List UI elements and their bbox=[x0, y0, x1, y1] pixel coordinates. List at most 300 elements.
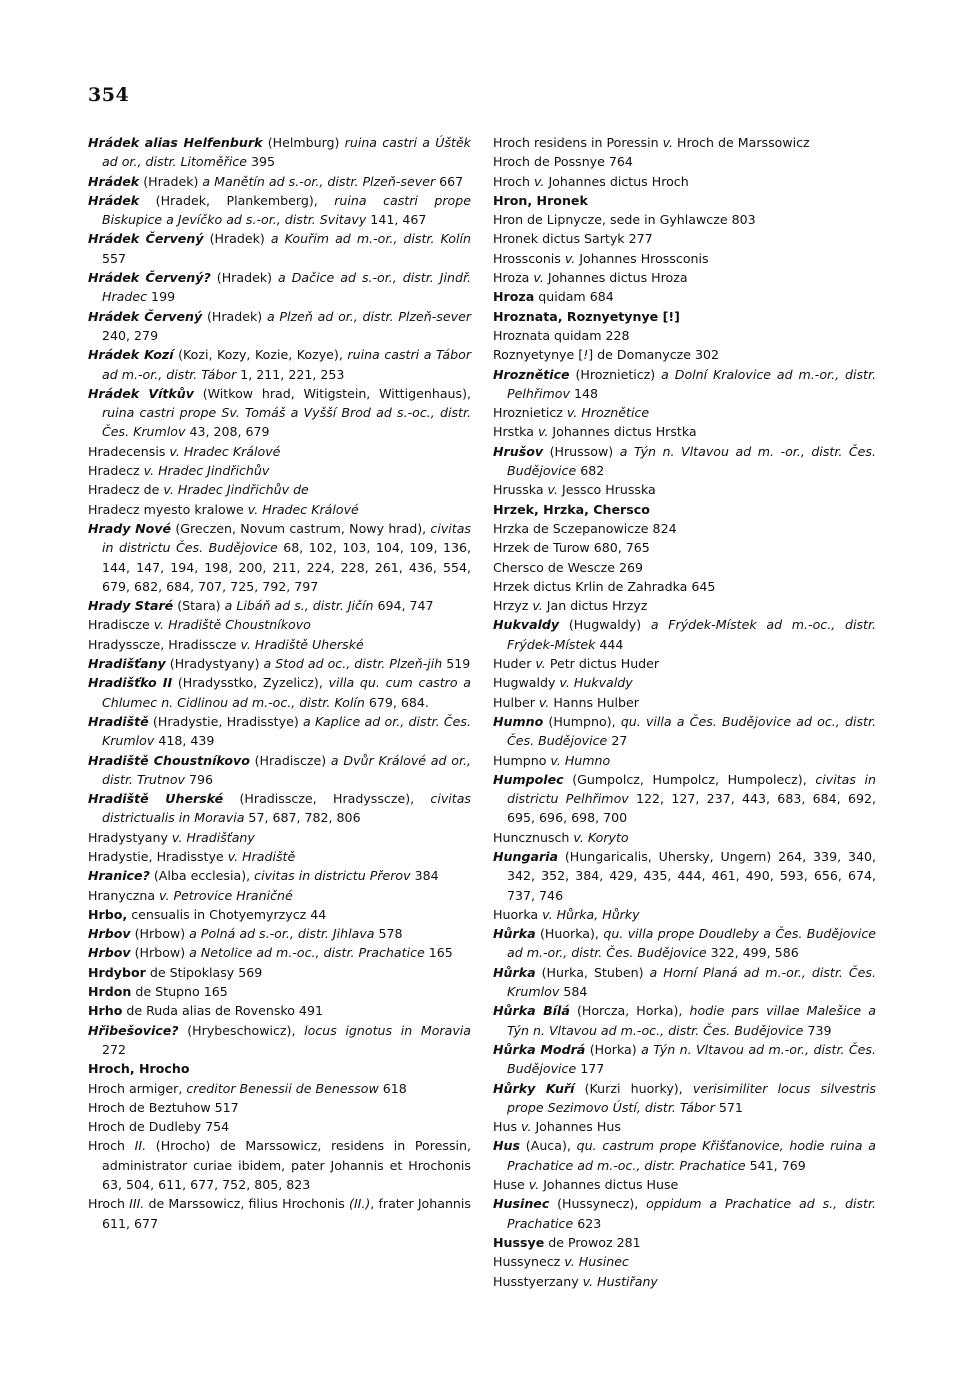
entry-note: v. Hroznětice bbox=[566, 405, 650, 421]
entry-headword: Hussye bbox=[493, 1234, 545, 1250]
index-entry bbox=[88, 384, 471, 442]
entry-text: (Hradiscze) bbox=[249, 752, 331, 768]
entry-text: (Alba ecclesia), bbox=[149, 868, 255, 884]
index-entry bbox=[88, 943, 471, 962]
entry-text: Hron de Lipnycze, sede in Gyhlawcze 803 bbox=[493, 212, 756, 228]
entry-text: Hus bbox=[493, 1119, 522, 1135]
entry-text: 444 bbox=[595, 636, 624, 652]
index-entry bbox=[493, 403, 876, 422]
index-entry bbox=[88, 268, 471, 307]
entry-text: 43, 208, 679 bbox=[185, 424, 270, 440]
entry-headword: Hroznětice bbox=[493, 366, 570, 382]
entry-text: de Prowoz 281 bbox=[544, 1234, 641, 1250]
entry-note: ruina castri a Úštěk ad or., distr. Litoměřice bbox=[102, 135, 471, 170]
entry-text: 322, 499, 586 bbox=[706, 945, 799, 961]
index-entry bbox=[88, 133, 471, 172]
entry-text: Hroch bbox=[88, 1196, 130, 1212]
entry-text: 739 bbox=[803, 1022, 832, 1038]
entry-note: v. bbox=[662, 135, 674, 150]
entry-note: II. bbox=[134, 1138, 147, 1154]
entry-text: ] de Domanycze 302 bbox=[588, 347, 720, 363]
entry-headword: Hradiště Uherské bbox=[88, 791, 224, 807]
entry-text: 796 bbox=[184, 771, 214, 787]
index-entry bbox=[493, 1252, 876, 1271]
entry-headword: Hrádek Červený bbox=[88, 308, 203, 324]
entry-text: (Hugwaldy) bbox=[559, 617, 651, 633]
entry-text: censualis in Chotyemyrzycz 44 bbox=[127, 906, 327, 922]
entry-note: qu. villa a Čes. Budějovice ad oc., distr. Čes. Budějovice bbox=[507, 713, 876, 749]
entry-text: Hroch de Possnye 764 bbox=[493, 154, 633, 170]
entry-text: (Hradek) bbox=[202, 308, 267, 324]
entry-note: v. Hradec Jindřichův bbox=[143, 463, 270, 479]
entry-text: Hranyczna bbox=[88, 887, 160, 903]
entry-headword: Hradišťko II bbox=[88, 675, 173, 691]
entry-headword: Hradiště bbox=[88, 713, 149, 729]
entry-text: Hroch de Dudleby 754 bbox=[88, 1119, 230, 1135]
entry-headword: Hůrka Modrá bbox=[493, 1041, 586, 1057]
index-entry bbox=[88, 982, 471, 1001]
entry-note: civitas in districtu Pelhřimov bbox=[507, 771, 876, 807]
entry-note: hodie pars villae Malešice a Týn n. Vltavou ad m.-oc., distr. Čes. Budějovice bbox=[507, 1003, 876, 1038]
index-entry bbox=[88, 905, 471, 924]
index-entry bbox=[493, 847, 876, 905]
index-entry bbox=[493, 1136, 876, 1175]
entry-note: v. Hradiště Choustníkovo bbox=[153, 617, 311, 633]
right-column bbox=[493, 133, 876, 1291]
entry-text: Hroza bbox=[493, 270, 534, 286]
entry-note: oppidum a Prachatice ad s., distr. Prachatice bbox=[507, 1196, 876, 1231]
index-entry bbox=[88, 1136, 471, 1194]
entry-text: Hroch bbox=[88, 1138, 135, 1154]
entry-note: a Kaplice ad or., distr. Čes. Krumlov bbox=[102, 713, 471, 749]
entry-note: verisimiliter locus silvestris prope Sezimovo Ústí, distr. Tábor bbox=[507, 1080, 876, 1115]
entry-text: (Hrbow) bbox=[130, 945, 190, 961]
index-entry bbox=[88, 500, 471, 519]
index-entry bbox=[88, 924, 471, 943]
entry-headword: Hůrky Kuří bbox=[493, 1080, 575, 1096]
entry-note: v. bbox=[564, 250, 576, 266]
entry-text: (Huorka), bbox=[535, 926, 604, 942]
entry-note: v. Hukvaldy bbox=[559, 675, 633, 691]
entry-note: a Týn n. Vltavou ad m.-or., distr. Čes. Budějovice bbox=[507, 1041, 876, 1077]
entry-text: Hugwaldy bbox=[493, 675, 560, 691]
entry-text: Hradecensis bbox=[88, 443, 170, 459]
index-entry bbox=[88, 1117, 471, 1136]
entry-text: Hradystie, Hradisstye bbox=[88, 848, 228, 864]
entry-headword: Hrádek Červený? bbox=[88, 270, 211, 286]
entry-headword: Hřibešovice? bbox=[88, 1022, 179, 1038]
entry-text: Hroch de Beztuhow 517 bbox=[88, 1099, 239, 1115]
index-entry bbox=[493, 133, 876, 152]
entry-note: ruina castri prope Biskupice a Jevíčko ad s.-or., distr. Svitavy bbox=[102, 192, 471, 228]
entry-note: v. Hustiřany bbox=[582, 1273, 658, 1289]
entry-note: villa qu. cum castro a Chlumec n. Cidlinou ad m.-oc., distr. Kolín bbox=[102, 675, 471, 710]
entry-text: Hrzyz bbox=[493, 598, 533, 614]
entry-text: Hulber bbox=[493, 694, 539, 710]
entry-note: ! bbox=[583, 347, 589, 363]
entry-text: Hroch bbox=[493, 173, 534, 189]
entry-text: 68, 102, 103, 104, 109, 136, 144, 147, 194, 198, 200, 211, 224, 228, 261, 436, 554, 679, 682, 684, 707, 725, 792, 797 bbox=[102, 540, 471, 594]
entry-headword: Hůrka Bílá bbox=[493, 1003, 570, 1019]
entry-headword: Hroza bbox=[493, 289, 535, 305]
index-entry bbox=[493, 828, 876, 847]
index-entry bbox=[493, 673, 876, 692]
index-entry bbox=[88, 480, 471, 499]
entry-text: 122, 127, 237, 443, 683, 684, 692, 695, 696, 698, 700 bbox=[507, 791, 876, 826]
entry-note: v. Husinec bbox=[564, 1254, 629, 1270]
index-entry bbox=[88, 886, 471, 905]
entry-headword: Hrbo, bbox=[88, 906, 128, 922]
entry-note: v. Hradec Králové bbox=[247, 501, 359, 517]
entry-note: a Libáň ad s., distr. Jičín bbox=[224, 598, 374, 614]
entry-text: 177 bbox=[576, 1061, 605, 1077]
entry-note: ruina castri a Tábor ad m.-or., distr. Tábor bbox=[102, 347, 472, 382]
entry-text: Hrzek de Turow 680, 765 bbox=[493, 540, 650, 556]
index-entry bbox=[493, 596, 876, 615]
index-entry bbox=[88, 307, 471, 346]
entry-headword: Hradišťany bbox=[88, 656, 166, 672]
entry-note: v. Hradec Králové bbox=[169, 443, 281, 459]
index-entry bbox=[493, 924, 876, 963]
entry-text: (Hradisscze, Hradysscze), bbox=[223, 791, 431, 807]
index-entry bbox=[88, 866, 471, 885]
entry-note: v. bbox=[521, 1119, 532, 1135]
entry-headword: Hron, Hronek bbox=[493, 192, 588, 208]
entry-note: v. bbox=[535, 656, 546, 672]
entry-headword: Hůrka bbox=[493, 964, 536, 980]
index-entry bbox=[88, 519, 471, 596]
entry-headword: Hukvaldy bbox=[493, 617, 560, 633]
index-entry bbox=[493, 442, 876, 481]
entry-text: 557 bbox=[102, 250, 127, 266]
entry-headword: Hrho bbox=[88, 1003, 123, 1019]
entry-note: a Dačice ad s.-or., distr. Jindř. Hradec bbox=[102, 270, 472, 305]
index-entry bbox=[493, 1272, 876, 1291]
entry-text: (Helmburg) bbox=[262, 135, 345, 150]
entry-note: a Netolice ad m.-oc., distr. Prachatice bbox=[189, 945, 425, 961]
entry-text: 384 bbox=[410, 868, 439, 884]
left-column bbox=[88, 133, 471, 1233]
index-entry bbox=[88, 963, 471, 982]
entry-text: Hradecz de bbox=[88, 482, 164, 498]
entry-text: Jan dictus Hrzyz bbox=[542, 598, 648, 614]
index-entry bbox=[88, 1021, 471, 1060]
entry-text: (Greczen, Novum castrum, Nowy hrad), bbox=[171, 520, 431, 536]
entry-text: (Stara) bbox=[173, 598, 225, 614]
entry-text: Hrossconis bbox=[493, 250, 565, 266]
index-entry bbox=[493, 422, 876, 441]
index-entry bbox=[493, 1175, 876, 1194]
entry-headword: Hrádek Vítkův bbox=[88, 385, 194, 401]
entry-headword: Hrádek bbox=[88, 173, 140, 189]
entry-text: Hroznieticz bbox=[493, 405, 567, 421]
entry-text: Hrusska bbox=[493, 482, 548, 498]
index-entry bbox=[493, 365, 876, 404]
entry-text: (Hradystyany) bbox=[165, 656, 264, 672]
index-entry bbox=[493, 519, 876, 538]
entry-headword: Hus bbox=[493, 1138, 521, 1154]
entry-text: (Hradysstko, Zyzelicz), bbox=[172, 675, 329, 691]
entry-text: Hussynecz bbox=[493, 1254, 565, 1270]
entry-headword: Hrádek Kozí bbox=[88, 347, 174, 363]
entry-text: de Ruda alias de Rovensko 491 bbox=[122, 1003, 323, 1019]
entry-text: 141, 467 bbox=[366, 212, 427, 228]
entry-text: Hroch de Marssowicz bbox=[673, 135, 810, 150]
entry-text: 618 bbox=[378, 1080, 407, 1096]
index-entry bbox=[493, 577, 876, 596]
entry-text: 679, 684. bbox=[364, 694, 429, 710]
index-entry bbox=[493, 249, 876, 268]
entry-note: a Stod ad oc., distr. Plzeň-jih bbox=[263, 656, 443, 672]
index-entry bbox=[493, 558, 876, 577]
entry-text: (Hussynecz), bbox=[549, 1196, 647, 1212]
entry-text: Chersco de Wescze 269 bbox=[493, 559, 643, 575]
index-entry bbox=[88, 596, 471, 615]
index-entry bbox=[493, 963, 876, 1002]
entry-headword: Hroch, Hrocho bbox=[88, 1061, 190, 1077]
entry-headword: Hrádek alias Helfenburk bbox=[88, 135, 263, 150]
index-entry bbox=[493, 210, 876, 229]
entry-note: civitas in districtu Čes. Budějovice bbox=[102, 520, 471, 556]
entry-note: v. bbox=[534, 173, 545, 189]
index-entry bbox=[493, 693, 876, 712]
index-entry bbox=[493, 1194, 876, 1233]
entry-text: Hradysscze, Hradisscze bbox=[88, 636, 241, 652]
entry-text: de Stipoklasy 569 bbox=[145, 964, 263, 980]
entry-note: v. bbox=[528, 1177, 540, 1193]
entry-text: Hradecz myesto kralowe bbox=[88, 501, 248, 517]
entry-headword: Hůrka bbox=[493, 926, 536, 942]
entry-text: (Horcza, Horka), bbox=[569, 1003, 690, 1019]
entry-text: Hrstka bbox=[493, 424, 538, 440]
entry-headword: Hrádek Červený bbox=[88, 231, 204, 247]
page-number: 354 bbox=[88, 84, 130, 106]
index-entry bbox=[88, 1059, 471, 1078]
entry-text: de Stupno 165 bbox=[131, 984, 228, 1000]
index-entry bbox=[88, 1079, 471, 1098]
entry-note: a Manětín ad s.-or., distr. Plzeň-sever bbox=[202, 173, 436, 189]
entry-text: (Gumpolcz, Humpolcz, Humpolecz), bbox=[563, 771, 816, 787]
entry-note: a Horní Planá ad m.-or., distr. Čes. Krumlov bbox=[507, 964, 876, 1000]
entry-text: 165 bbox=[424, 945, 453, 961]
entry-text: Huder bbox=[493, 656, 536, 672]
entry-text: 148 bbox=[569, 385, 598, 401]
entry-note: (II.) bbox=[349, 1196, 371, 1212]
entry-text: Johannes dictus Hrstka bbox=[548, 424, 697, 440]
entry-note: a Dvůr Králové ad or., distr. Trutnov bbox=[102, 752, 472, 787]
entry-text: (Hrybeschowicz), bbox=[178, 1022, 305, 1038]
entry-text: 584 bbox=[559, 984, 588, 1000]
index-entry bbox=[88, 712, 471, 751]
entry-note: a Polná ad s.-or., distr. Jihlava bbox=[189, 926, 375, 942]
index-entry bbox=[493, 191, 876, 210]
entry-text: (Humpno), bbox=[543, 713, 621, 729]
entry-headword: Humno bbox=[493, 713, 544, 729]
entry-text: (Hradek) bbox=[210, 270, 279, 286]
entry-text: (Hradystie, Hradisstye) bbox=[148, 713, 304, 729]
entry-headword: Humpolec bbox=[493, 771, 564, 787]
index-entry bbox=[88, 673, 471, 712]
entry-headword: Hrušov bbox=[493, 443, 544, 459]
entry-headword: Husinec bbox=[493, 1196, 550, 1212]
entry-text: 541, 769 bbox=[745, 1157, 806, 1173]
entry-text: (Hroznieticz) bbox=[569, 366, 662, 382]
entry-text: (Kozi, Kozy, Kozie, Kozye), bbox=[173, 347, 348, 363]
index-entry bbox=[88, 847, 471, 866]
entry-text: 418, 439 bbox=[154, 733, 215, 749]
entry-note: ruina castri prope Sv. Tomáš a Vyšší Brod ad s.-oc., distr. Čes. Krumlov bbox=[102, 405, 471, 440]
entry-text: (Auca), bbox=[520, 1138, 577, 1154]
entry-text: Hradiscze bbox=[88, 617, 154, 633]
entry-text: Huorka bbox=[493, 906, 543, 922]
entry-note: a Kouřim ad m.-or., distr. Kolín bbox=[270, 231, 471, 247]
index-entry bbox=[493, 1079, 876, 1118]
index-entry bbox=[88, 615, 471, 634]
index-entry bbox=[493, 770, 876, 828]
entry-note: civitas districtualis in Moravia bbox=[102, 791, 471, 826]
index-entry bbox=[88, 1001, 471, 1020]
entry-text: (Horka) bbox=[585, 1041, 642, 1057]
entry-note: v. Hradiště Uherské bbox=[240, 636, 364, 652]
entry-text: 27 bbox=[607, 733, 628, 749]
index-entry bbox=[493, 1233, 876, 1252]
entry-headword: Hrady Nové bbox=[88, 520, 172, 536]
entry-headword: Hrady Staré bbox=[88, 598, 174, 614]
entry-text: Hronek dictus Sartyk 277 bbox=[493, 231, 653, 247]
entry-text: (Hrbow) bbox=[130, 926, 190, 942]
entry-note: v. bbox=[547, 482, 558, 498]
entry-note: v. bbox=[537, 424, 549, 440]
entry-text: Jessco Hrusska bbox=[557, 482, 656, 498]
entry-headword: Hroznata, Roznyetynye [!] bbox=[493, 308, 680, 324]
entry-note: v. Humno bbox=[550, 752, 611, 768]
entry-text: (Witkow hrad, Witigstein, Wittigenhaus), bbox=[193, 385, 471, 401]
entry-headword: Hranice? bbox=[88, 868, 150, 884]
entry-headword: Hradiště Choustníkovo bbox=[88, 752, 250, 768]
index-entry bbox=[493, 172, 876, 191]
entry-text: Johannes dictus Hroch bbox=[544, 173, 689, 189]
index-entry bbox=[88, 1194, 471, 1233]
entry-note: v. bbox=[538, 694, 550, 710]
index-entry bbox=[493, 307, 876, 326]
index-entry bbox=[493, 654, 876, 673]
entry-text: 694, 747 bbox=[373, 598, 434, 614]
index-entry bbox=[88, 789, 471, 828]
index-entry bbox=[88, 654, 471, 673]
entry-note: a Plzeň ad or., distr. Plzeň-sever bbox=[266, 308, 471, 324]
entry-note: a Týn n. Vltavou ad m. -or., distr. Čes. Budějovice bbox=[507, 443, 876, 479]
index-entry bbox=[493, 268, 876, 287]
entry-text: Hroch residens in Poressin bbox=[493, 135, 663, 150]
entry-text: 519 bbox=[442, 656, 471, 672]
index-entry bbox=[493, 712, 876, 751]
entry-text: , frater Johannis 611, 677 bbox=[102, 1196, 471, 1231]
entry-text: Hrzek dictus Krlin de Zahradka 645 bbox=[493, 578, 716, 594]
index-entry bbox=[88, 1098, 471, 1117]
index-entry bbox=[493, 480, 876, 499]
index-entry bbox=[493, 1040, 876, 1079]
entry-note: III. bbox=[129, 1196, 145, 1212]
index-entry bbox=[88, 751, 471, 790]
index-entry bbox=[88, 229, 471, 268]
entry-text: 571 bbox=[714, 1099, 743, 1115]
entry-text: Hradecz bbox=[88, 463, 144, 479]
entry-note: civitas in districtu Přerov bbox=[254, 868, 411, 884]
index-entry bbox=[88, 461, 471, 480]
entry-text: (Hradek) bbox=[203, 231, 271, 247]
entry-text: 395 bbox=[247, 154, 276, 170]
entry-text: 578 bbox=[374, 926, 403, 942]
entry-note: v. bbox=[532, 598, 543, 614]
entry-text: (Hrocho) de Marssowicz, residens in Poressin, administrator curiae ibidem, pater Johannis et Hrochonis 63, 504, 611, 677, 752, 805, 823 bbox=[102, 1138, 471, 1193]
index-entry bbox=[493, 152, 876, 171]
entry-headword: Hrdybor bbox=[88, 964, 146, 980]
entry-text: (Hradek, Plankemberg), bbox=[139, 192, 335, 208]
entry-text: quidam 684 bbox=[534, 289, 614, 305]
entry-headword: Hrdon bbox=[88, 984, 132, 1000]
entry-note: v. Hradec Jindřichův de bbox=[163, 482, 309, 498]
index-entry bbox=[88, 345, 471, 384]
entry-note: v. Hradiště bbox=[227, 848, 296, 864]
entry-text: 199 bbox=[147, 289, 176, 305]
index-entry bbox=[493, 615, 876, 654]
index-entry bbox=[493, 905, 876, 924]
entry-headword: Hrbov bbox=[88, 926, 131, 942]
entry-text: Humpno bbox=[493, 752, 551, 768]
entry-text: Roznyetynye [ bbox=[493, 347, 584, 363]
index-entry bbox=[493, 751, 876, 770]
entry-note: creditor Benessii de Benessow bbox=[186, 1080, 379, 1096]
index-entry bbox=[493, 326, 876, 345]
entry-note: v. Hradišťany bbox=[171, 829, 255, 845]
entry-text: Johannes dictus Huse bbox=[539, 1177, 679, 1193]
entry-note: v. bbox=[533, 270, 544, 286]
entry-text: Hanns Hulber bbox=[549, 694, 639, 710]
entry-text: (Hungaricalis, Uhersky, Ungern) 264, 339, 340, 342, 352, 384, 429, 435, 444, 461, 490, 593, 656, 674, 737, 746 bbox=[507, 848, 876, 903]
index-entry bbox=[88, 442, 471, 461]
entry-text: (Hradek) bbox=[139, 173, 203, 189]
entry-text: de Marssowicz, filius Hrochonis bbox=[144, 1196, 350, 1212]
index-entry bbox=[88, 635, 471, 654]
entry-text: Hroznata quidam 228 bbox=[493, 327, 630, 343]
entry-text: (Hrussow) bbox=[543, 443, 620, 459]
entry-note: qu. castrum prope Křišťanovice, hodie ruina a Prachatice ad m.-oc., distr. Prachatice bbox=[507, 1138, 876, 1173]
entry-text: Petr dictus Huder bbox=[545, 656, 660, 672]
index-entry bbox=[88, 191, 471, 230]
index-entry bbox=[493, 1117, 876, 1136]
entry-text: Hrzka de Sczepanowicze 824 bbox=[493, 520, 677, 536]
entry-text: 667 bbox=[435, 173, 464, 189]
entry-text: Johannes Hus bbox=[531, 1119, 621, 1135]
entry-text: Johannes Hrossconis bbox=[575, 250, 709, 266]
entry-text: 1, 211, 221, 253 bbox=[236, 366, 345, 382]
entry-note: qu. villa prope Doudleby a Čes. Budějovice ad m.-or., distr. Čes. Budějovice bbox=[507, 926, 876, 961]
entry-text: 623 bbox=[573, 1215, 602, 1231]
index-entry bbox=[493, 538, 876, 557]
entry-note: v. Hůrka, Hůrky bbox=[542, 906, 640, 922]
entry-text: Husstyerzany bbox=[493, 1273, 583, 1289]
index-entry bbox=[88, 172, 471, 191]
entry-text: Huse bbox=[493, 1177, 529, 1193]
entry-text: 272 bbox=[102, 1041, 127, 1057]
entry-headword: Hrbov bbox=[88, 945, 131, 961]
index-entry bbox=[493, 1001, 876, 1040]
entry-note: v. Koryto bbox=[573, 829, 629, 845]
entry-headword: Hrzek, Hrzka, Chersco bbox=[493, 501, 650, 517]
entry-headword: Hungaria bbox=[493, 848, 559, 864]
index-entry bbox=[493, 500, 876, 519]
entry-note: locus ignotus in Moravia bbox=[304, 1022, 471, 1038]
